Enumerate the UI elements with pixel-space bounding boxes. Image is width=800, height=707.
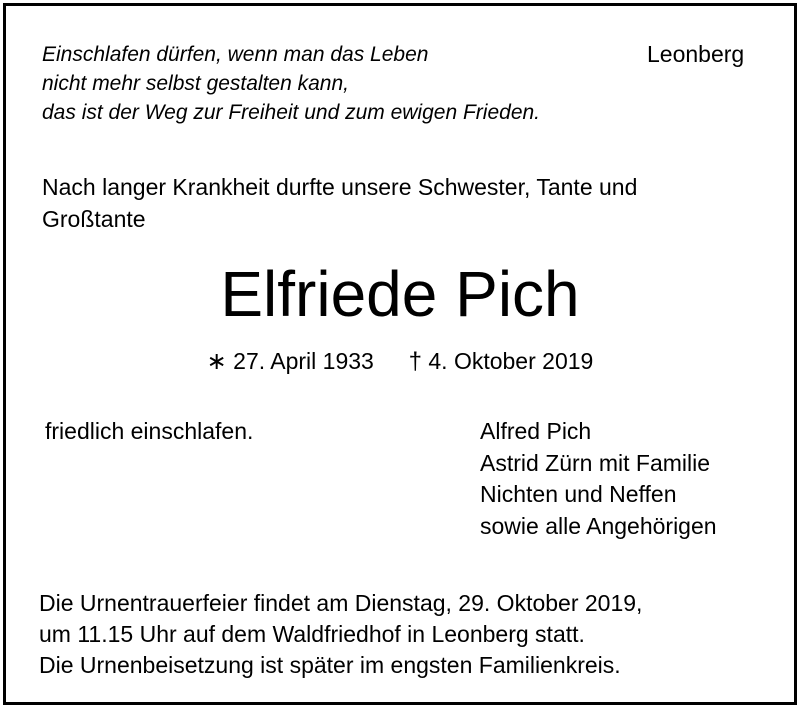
life-dates <box>6 346 794 377</box>
birth-date: 27. April 1933 <box>233 348 374 374</box>
intro-line: Großtante <box>42 206 146 232</box>
peace-text: friedlich einschlafen. <box>45 418 254 444</box>
death-date: 4. Oktober 2019 <box>428 348 594 374</box>
death-cross-icon: † <box>408 348 422 375</box>
service-info <box>39 588 642 681</box>
intro-text <box>42 171 637 235</box>
service-line: Die Urnentrauerfeier findet am Dienstag, 29. Oktober 2019, <box>39 590 643 616</box>
motto-verse <box>42 40 540 127</box>
mourner-item: sowie alle Angehörigen <box>480 512 717 539</box>
intro-line: Nach langer Krankheit durfte unsere Schwester, Tante und <box>42 174 638 200</box>
service-line: um 11.15 Uhr auf dem Waldfriedhof in Leonberg statt. <box>39 621 585 647</box>
birth-star-icon: ∗ <box>206 348 227 375</box>
motto-line: nicht mehr selbst gestalten kann, <box>42 72 350 95</box>
place-name: Leonberg <box>647 41 745 67</box>
mourner-item: Alfred Pich <box>480 418 592 444</box>
mourners-list <box>480 416 717 542</box>
motto-line: Einschlafen dürfen, wenn man das Leben <box>42 43 429 66</box>
obituary-notice <box>3 3 797 705</box>
mourner-item: Astrid Zürn mit Familie <box>480 449 711 476</box>
deceased-name: Elfriede Pich <box>220 258 580 330</box>
service-line: Die Urnenbeisetzung ist später im engsten Familienkreis. <box>39 652 621 678</box>
mourner-item: Nichten und Neffen <box>480 481 677 507</box>
motto-line: das ist der Weg zur Freiheit und zum ewigen Frieden. <box>42 101 541 124</box>
